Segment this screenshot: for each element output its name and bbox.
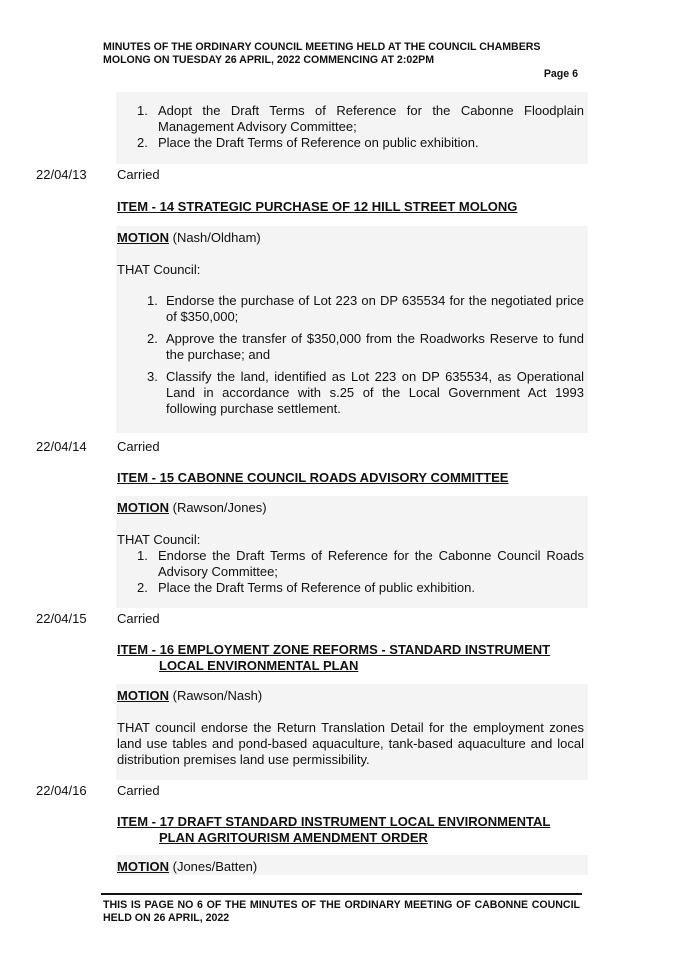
item-heading-line1: ITEM - 16 EMPLOYMENT ZONE REFORMS - STANDARD INSTRUMENT [117,642,551,657]
motion-movers: (Jones/Batten) [169,859,258,874]
motion-label: MOTION [117,688,169,703]
resolution-number: 22/04/13 [36,167,87,182]
resolution-result: Carried [117,783,160,798]
motion-movers: (Rawson/Jones) [169,500,267,515]
item-heading: ITEM - 15 CABONNE COUNCIL ROADS ADVISORY COMMITTEE [117,470,509,485]
minutes-header [103,41,583,67]
motion-line [117,688,262,704]
list-item: 2. Place the Draft Terms of Reference on public exhibition. [137,135,479,150]
list-item: 2. Place the Draft Terms of Reference of public exhibition. [137,580,475,595]
list-item: 3. Classify the land, identified as Lot 223 on DP 635534, as Operational Land in accordance with s.25 of the Local Government Act 1993 following purchase settlement. [147,369,584,416]
item-heading [117,642,579,674]
motion-movers: (Rawson/Nash) [169,688,263,703]
resolution-number: 22/04/16 [36,783,87,798]
resolution-number: 22/04/14 [36,439,87,454]
resolution-text: THAT council endorse the Return Translation Detail for the employment zones land use tables and pond-based aquaculture, tank-based aquaculture and local distribution premises land use permissibility. [117,720,584,767]
list-item: 2. Approve the transfer of $350,000 from the Roadworks Reserve to fund the purchase; and [147,331,584,362]
item-heading-line1: ITEM - 17 DRAFT STANDARD INSTRUMENT LOCAL ENVIRONMENTAL [117,814,551,829]
item-heading: ITEM - 14 STRATEGIC PURCHASE OF 12 HILL STREET MOLONG [117,199,518,214]
page-footer: THIS IS PAGE NO 6 OF THE MINUTES OF THE ORDINARY MEETING OF CABONNE COUNCIL HELD ON 26 APRIL, 2022 [103,899,580,924]
header-title-line2: MOLONG ON TUESDAY 26 APRIL, 2022 COMMENCING AT 2:02PM [103,54,435,66]
header-title-line1: MINUTES OF THE ORDINARY COUNCIL MEETING HELD AT THE COUNCIL CHAMBERS [103,41,541,53]
resolution-result: Carried [117,611,160,626]
item-heading-line2: LOCAL ENVIRONMENTAL PLAN [159,658,359,673]
resolution-intro: THAT Council: [117,262,201,277]
resolution-number: 22/04/15 [36,611,87,626]
motion-line [117,230,261,246]
resolution-result: Carried [117,167,160,182]
footer-divider [101,893,582,895]
resolution-intro: THAT Council: [117,532,201,547]
motion-label: MOTION [117,859,169,874]
motion-label: MOTION [117,500,169,515]
page-number: Page 6 [543,68,578,80]
resolution-result: Carried [117,439,160,454]
list-item: 1. Adopt the Draft Terms of Reference for the Cabonne Floodplain Management Advisory Committee; [137,103,584,134]
motion-label: MOTION [117,230,169,245]
motion-line [117,500,267,516]
motion-movers: (Nash/Oldham) [169,230,261,245]
list-item: 1. Endorse the purchase of Lot 223 on DP 635534 for the negotiated price of $350,000; [147,293,584,324]
motion-line [117,859,257,875]
item-heading [117,814,579,846]
list-item: 1. Endorse the Draft Terms of Reference for the Cabonne Council Roads Advisory Committee; [137,548,584,579]
item-heading-line2: PLAN AGRITOURISM AMENDMENT ORDER [159,830,428,845]
